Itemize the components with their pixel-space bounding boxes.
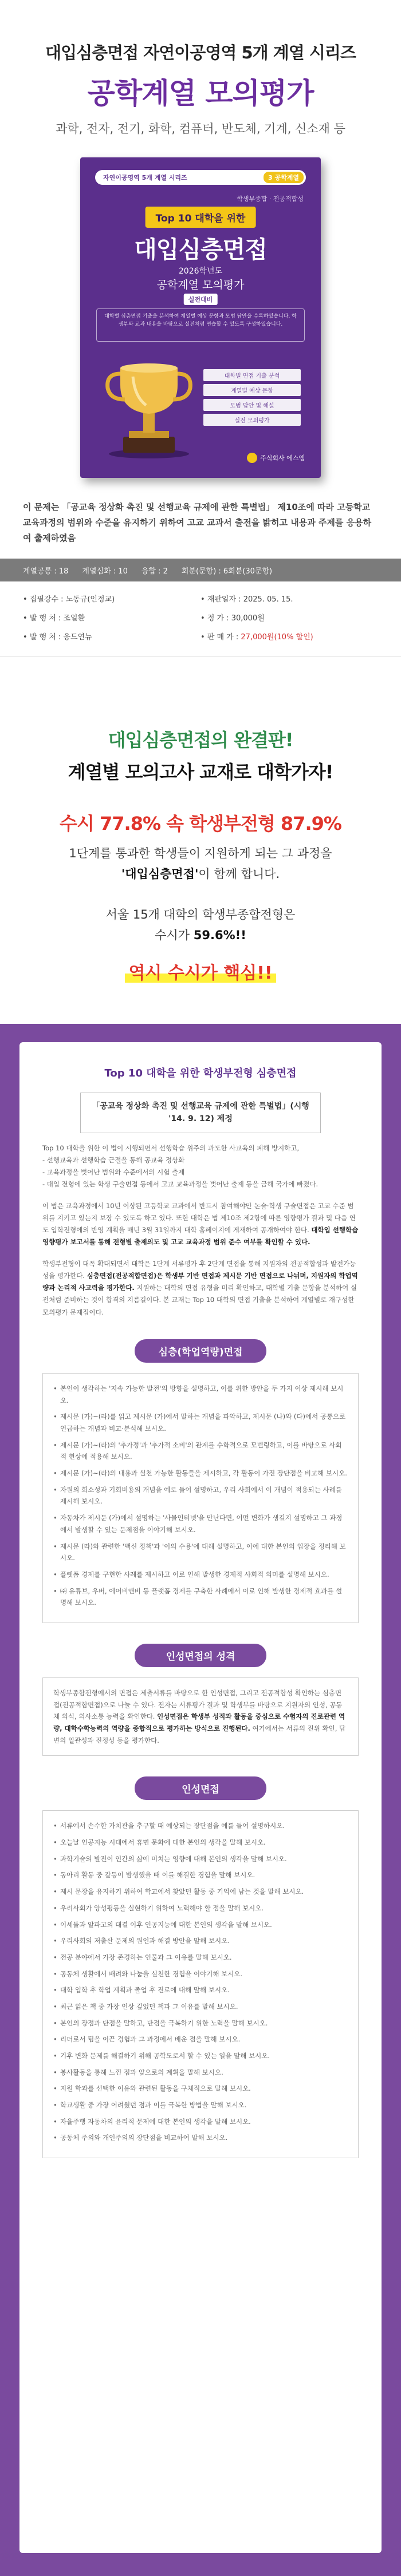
book-info-grid [0, 581, 401, 642]
composition-item: 계열심화 : 10 [82, 567, 128, 576]
cover-feature-list [203, 369, 301, 429]
list-item: • 자동차가 제시문 (가)에서 설명하는 '사물인터넷'을 만난다면, 어떤 변화가 생길지 설명하고 그 과정에서 발생할 수 있는 문제점을 이야기해 보시오. [53, 1512, 348, 1536]
cover-tag: 실전대비 [184, 294, 218, 305]
cover-sub-label: 학생부종합 · 전공적합성 [237, 195, 304, 203]
sale-price: 27,000원(10% 할인) [241, 633, 313, 642]
character-nature-box: 학생부종합전형에서의 면접은 제출서류를 바탕으로 한 인성면접, 그리고 전공적합성 확인하는 심층면접(전공적합면접)으로 나눌 수 있다. 전자는 서류평가 결과 및 학생부를 바탕으로 지원자의 인성, 공동체 의식, 의사소통 능력을 확인한다. 인성면접은 학생부 성적과 활동을 중심으로 수험자의 진로관련 역량, 대학수학능력의 역량을 종합적으로 평가하는 방식으로 진행된다. 여기에서는 서류의 진위 확인, 답변의 일관성과 진정성 등을 평가한다. [42, 1677, 359, 1756]
series-title: 대입심층면접 자연이공영역 5개 계열 시리즈 [45, 43, 356, 62]
book-info-item: • 발 행 처 : 응드연뉴 [23, 633, 92, 642]
academic-question-list [53, 1383, 348, 1609]
list-item: • 제시 문장을 유지하기 위하여 학교에서 찾았던 활동 중 기억에 남는 것을 말해 보시오. [53, 1886, 348, 1898]
list-item: • 제시문 (가)~(라)를 읽고 제시문 (가)에서 말하는 개념을 파악하고, 제시문 (나)와 (다)에서 공통으로 언급하는 개념과 비교·분석해 보시오. [53, 1411, 348, 1434]
promo-headline: 대입심층면접의 완결판! [108, 729, 293, 751]
list-item: • 서류에서 손수한 가치관을 추구할 때 예상되는 장단점을 예를 들어 설명하시오. [53, 1820, 348, 1832]
publisher-name: 주식회사 에스엠 [260, 454, 305, 462]
list-item: • 본인이 생각하는 '지속 가능한 발전'의 방향을 설명하고, 이를 위한 방안을 두 가지 이상 제시해 보시오. [53, 1383, 348, 1406]
cover-series-bar [95, 170, 306, 185]
law-box: 「공교육 정상화 촉진 및 선행교육 규제에 관한 특별법」(시행 '14. 9. 12) 제정 [80, 1093, 321, 1133]
body-paragraph: 이 법은 교육과정에서 10년 이상된 고등학교 교과에서 반드시 참여해야만 논술·학생 구술면접은 고교 수준 범위를 지키고 있는지 보장 수 있도록 하고 있다. 또한 대학은 법 제10조 제2항에 따른 영향평가 결과 및 다음 연도 입학전형에의 반영 계획을 매년 3월 31일까지 대학 홈페이지에 게재하여 공개하여야 한다. 대학입 선행학습영향평가 보고서를 통해 전형별 출제의도 및 고교 교육과정 범위 준수 여부를 확인할 수 있다. [42, 1201, 359, 1247]
promo-section [0, 657, 401, 984]
list-item: • 플랫폼 경제를 구현한 사례를 제시하고 이로 인해 발생한 경제적 사회적 의미를 설명해 보시오. [53, 1569, 348, 1581]
section-heading-character-nature: 인성면접의 성격 [135, 1644, 266, 1667]
list-item: • 전공 분야에서 가장 존경하는 인물과 그 이유를 말해 보시오. [53, 1952, 348, 1964]
promo-statistic: 수시 77.8% 속 학생부전형 87.9% [60, 813, 341, 834]
cover-series-pill: 3 공학계열 [264, 172, 304, 183]
body-paragraph: 학생부전형이 대폭 확대되면서 대학은 1단계 서류평가 후 2단계 면접을 통해 지원자의 전공적합성과 발전가능성을 평가한다. 심층면접(전공적합면접)은 학생부 기반 면접과 제시문 기반 면접으로 나뉘며, 지원자의 학업역량과 논리적 사고력을 평가한다. 지원하는 대학의 면접 유형을 미리 확인하고, 대학별 기출 문항을 분석하여 실전처럼 준비하는 것이 합격의 지름길이다. 본 교재는 Top 10 대학의 면접 기출을 분석하여 계열별로 재구성한 모의평가 문제집이다. [42, 1259, 358, 1316]
detail-content-section [0, 1024, 401, 2576]
list-item: • 제시문 (가)~(라)의 '추가정'과 '추가적 소비'의 관계를 수학적으로 모델링하고, 이를 바탕으로 사회적 현상에 적용해 보시오. [53, 1439, 348, 1463]
list-item: • 최근 읽은 책 중 가장 인상 깊었던 책과 그 이유를 말해 보시오. [53, 2001, 348, 2013]
book-info-item: • 판 매 가 : 27,000원(10% 할인) [200, 633, 313, 642]
cover-badge: Top 10 대학을 위한 [146, 207, 256, 228]
character-question-box [42, 1810, 359, 2158]
list-item: • 지원 학과를 선택한 이유와 관련된 활동을 구체적으로 말해 보시오. [53, 2083, 348, 2095]
book-info-item: • 정 가 : 30,000원 [200, 614, 265, 623]
promo-highlight: 역시 수시가 핵심!! [128, 959, 272, 984]
cover-feature-item: 모범 답안 및 해설 [203, 399, 301, 411]
list-item: • 공동체 주의와 개인주의의 장단점을 비교하여 말해 보시오. [53, 2132, 348, 2144]
intro-text: 이 문제는 「공교육 정상화 촉진 및 선행교육 규제에 관한 특별법」 제10조에 따라 고등학교 교육과정의 범위와 수준을 유지하기 위하여 고교 교과서 출전을 밝히고 내용과 주제를 응용하여 출제하였음 [23, 502, 372, 543]
cover-type: 공학계열 모의평가 [156, 279, 245, 291]
cover-series-label: 자연이공영역 5개 계열 시리즈 [103, 174, 187, 181]
cover-feature-item: 실전 모의평가 [203, 414, 301, 426]
cover-publisher [247, 453, 305, 463]
promo-seoul-text: 서울 15개 대학의 학생부종합전형은 수시가 59.6%!! [105, 908, 296, 943]
cover-feature-item: 대학별 면접 기출 분석 [203, 369, 301, 381]
subjects-line: 과학, 전자, 전기, 화학, 컴퓨터, 반도체, 기계, 신소재 등 [56, 122, 345, 136]
list-item: • 대학 입학 후 학업 계획과 졸업 후 진로에 대해 말해 보시오. [53, 1984, 348, 1996]
cover-year: 2026학년도 [178, 267, 223, 276]
book-info-item: • 재판일자 : 2025. 05. 15. [200, 595, 293, 604]
publisher-logo-icon [247, 453, 257, 463]
list-item: • 자원의 희소성과 기회비용의 개념을 예로 들어 설명하고, 우리 사회에서 이 개념이 적용되는 사례를 제시해 보시오. [53, 1484, 348, 1507]
cover-feature-item: 계열별 예상 문항 [203, 384, 301, 396]
composition-bar [0, 559, 401, 581]
list-item: • 우리사회의 저출산 문제의 원인과 해결 방안을 말해 보시오. [53, 1935, 348, 1947]
list-item: • 우리사회가 양성평등을 실현하기 위하여 노력해야 할 점을 말해 보시오. [53, 1902, 348, 1914]
list-item: • 리더로서 팀을 이끈 경험과 그 과정에서 배운 점을 말해 보시오. [53, 2033, 348, 2045]
composition-item: 계열공통 : 18 [23, 567, 69, 576]
list-item: • 봉사활동을 통해 느낀 점과 앞으로의 계획을 말해 보시오. [53, 2067, 348, 2079]
page-title: 공학계열 모의평가 [87, 77, 314, 110]
academic-question-box [42, 1373, 359, 1623]
list-item: • 본인의 장점과 단점을 말하고, 단점을 극복하기 위한 노력을 말해 보시오. [53, 2017, 348, 2029]
card-title: Top 10 대학을 위한 학생부전형 심층면접 [104, 1067, 297, 1079]
list-item: • 기후 변화 문제를 해결하기 위해 공학도로서 할 수 있는 일을 말해 보시오. [53, 2050, 348, 2062]
list-item: • 학교생활 중 가장 어려웠던 점과 이를 극복한 방법을 말해 보시오. [53, 2099, 348, 2111]
list-item: • ㈜ 유튜브, 우버, 에어비앤비 등 플랫폼 경제를 구축한 사례에서 이로 인해 발생한 경제적 효과를 설명해 보시오. [53, 1585, 348, 1609]
list-item: • 공동체 생활에서 배려와 나눔을 실천한 경험을 이야기해 보시오. [53, 1968, 348, 1980]
content-card [19, 1042, 382, 2553]
list-item: • 제시문 (가)~(라)의 내용과 실천 가능한 활동들을 제시하고, 각 활동이 가진 장단점을 비교해 보시오. [53, 1467, 348, 1479]
promo-text: 1단계를 통과한 학생들이 지원하게 되는 그 과정을 '대입심층면접'이 함께 합니다. [69, 846, 332, 881]
composition-item: 회분(문항) : 6회분(30문항) [181, 567, 273, 576]
hero-section [0, 0, 401, 478]
trophy-icon [103, 357, 195, 460]
cover-title: 대입심층면접 [134, 236, 267, 263]
character-question-list [53, 1820, 348, 2144]
section-heading-academic: 심층(학업역량)면접 [135, 1339, 266, 1363]
promo-subheadline: 계열별 모의고사 교재로 대학가자! [68, 761, 333, 783]
book-info-item: • 발 행 처 : 조일환 [23, 614, 85, 623]
book-cover [80, 157, 321, 478]
cover-description: 대학별 심층면접 기출을 분석하여 계열별 예상 문항과 모범 답안을 수록하였습니다. 학생부와 교과 내용을 바탕으로 실전처럼 연습할 수 있도록 구성하였습니다. [96, 308, 305, 342]
composition-item: 융합 : 2 [141, 567, 168, 576]
list-item: • 과학기술의 발전이 인간의 삶에 미치는 영향에 대해 본인의 생각을 말해 보시오. [53, 1853, 348, 1865]
list-item: • 동아리 활동 중 갈등이 발생했을 때 이를 해결한 경험을 말해 보시오. [53, 1869, 348, 1881]
body-paragraph: Top 10 대학을 위한 이 법이 시행되면서 선행학습 위주의 과도한 사교육의 폐해 방지하고, - 선행교육과 선행학습 근절을 통해 공교육 정상화 - 교육과정을 벗어난 범위와 수준에서의 시험 출제 - 대입 전형에 있는 학생 구술면접 등에서 고교 교육과정을 벗어난 출제 등을 금해 국가에 빠졌다. [42, 1143, 319, 1189]
list-item: • 자율주행 자동차의 윤리적 문제에 대한 본인의 생각을 말해 보시오. [53, 2116, 348, 2128]
list-item: • 오늘날 인공지능 시대에서 휴먼 문화에 대한 본인의 생각을 말해 보시오. [53, 1837, 348, 1849]
list-item: • 이세돌과 알파고의 대결 이후 인공지능에 대한 본인의 생각을 말해 보시오. [53, 1919, 348, 1931]
list-item: • 제시문 (라)와 관련한 '백신 정책'과 '이의 수용'에 대해 설명하고, 이에 대한 본인의 입장을 정리해 보시오. [53, 1541, 348, 1564]
book-info-item: • 집필강수 : 노동규(인정교) [23, 595, 115, 604]
section-heading-character: 인성면접 [135, 1776, 266, 1800]
